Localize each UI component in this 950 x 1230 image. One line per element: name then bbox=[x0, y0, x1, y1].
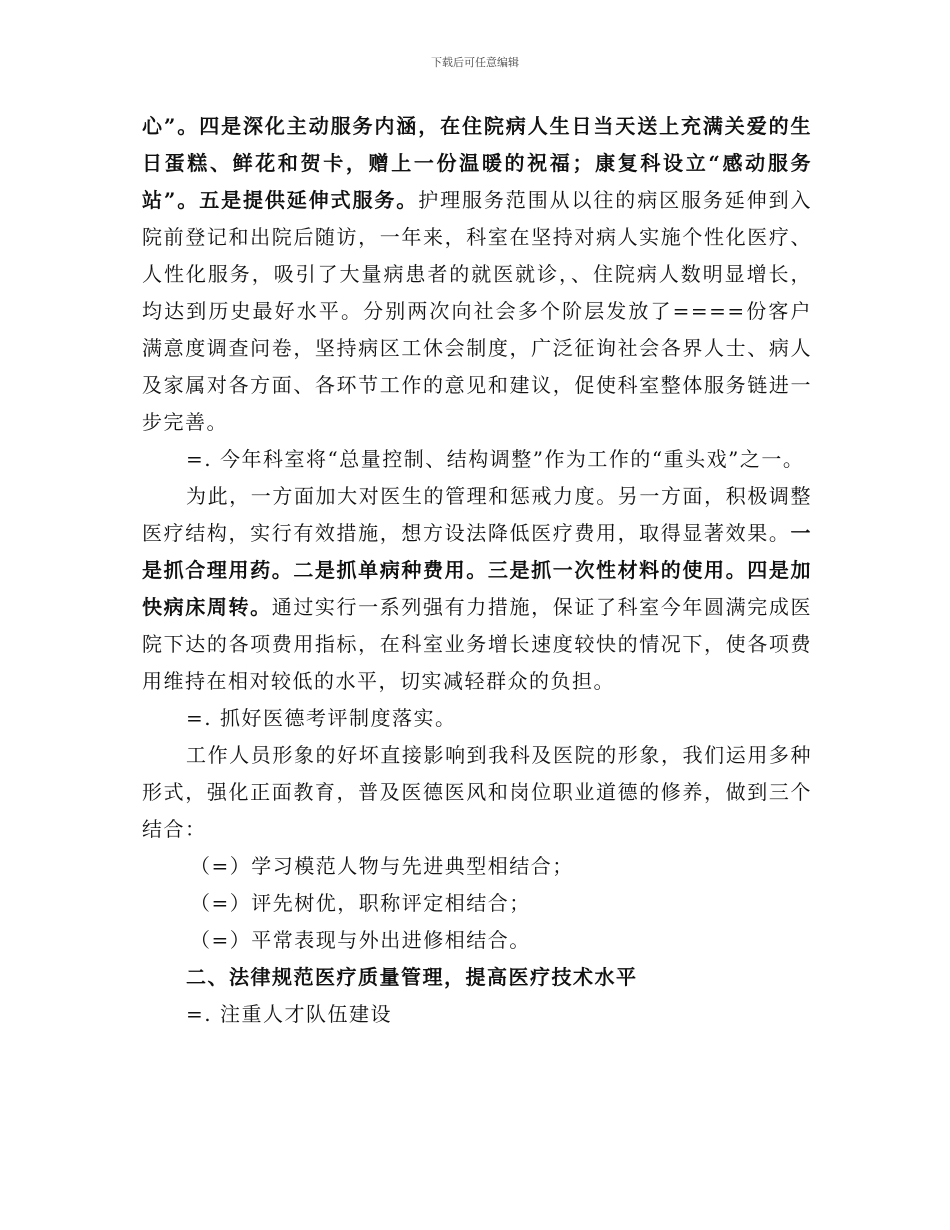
list-item: （=）评先树优，职称评定相结合； bbox=[190, 891, 531, 915]
paragraph-talent-title: =. 注重人才队伍建设 bbox=[186, 1002, 392, 1026]
paragraph-service-bold: 心”。四是深化主动服务内涵，在住院病人生日当天送上充满关爱的生日蛋糕、鲜花和贺卡，赠上一份温暖的祝福；康复科设立“感动服务站”。五是提供延伸式服务。 bbox=[142, 114, 812, 212]
paragraph-cost-measures-rest: 通过实行一系列强有力措施，保证了科室今年圆满完成医院下达的各项费用指标，在科室业务增长速度较快的情况下，使各项费用维持在相对较低的水平，切实减轻群众的负担。 bbox=[142, 595, 813, 693]
list-item: （=）平常表现与外出进修相结合。 bbox=[190, 928, 531, 952]
paragraph-service-text: 护理服务范围从以往的病区服务延伸到入院前登记和出院后随访，一年来，科室在坚持对病人实施个性化医疗、人性化服务，吸引了大量病患者的就医就诊，、住院病人数明显增长，均达到历史最好水平。分别两次向社会多个阶层发放了====份客户满意度调查问卷，坚持病区工休会制度，广泛征询社会各界人士、病人及家属对各方面、各环节工作的意见和建议，促使科室整体服务链进一步完善。 bbox=[142, 188, 812, 434]
page-header-note: 下载后可任意编辑 bbox=[431, 56, 519, 69]
list-item: （=）学习模范人物与先进典型相结合； bbox=[190, 854, 574, 878]
paragraph-ethics-title: =. 抓好医德考评制度落实。 bbox=[186, 706, 457, 730]
paragraph-cost-measures bbox=[142, 478, 812, 700]
paragraph-service bbox=[142, 108, 812, 441]
paragraph-ethics-body: 工作人员形象的好坏直接影响到我科及医院的形象，我们运用多种形式，强化正面教育，普及医德医风和岗位职业道德的修养，做到三个结合： bbox=[142, 743, 812, 841]
paragraph-cost-control-title: =. 今年科室将“总量控制、结构调整”作为工作的“重头戏”之一。 bbox=[186, 447, 805, 471]
section-heading: 二、法律规范医疗质量管理，提高医疗技术水平 bbox=[186, 965, 638, 989]
document-body bbox=[142, 108, 812, 1033]
paragraph-cost-measures-text: 为此，一方面加大对医生的管理和惩戒力度。另一方面，积极调整医疗结构，实行有效措施，想方设法降低医疗费用，取得显著效果。 bbox=[142, 484, 812, 545]
paragraph-cost-measures-bold: 一是抓合理用药。二是抓单病种费用。三是抓一次性材料的使用。四是加快病床周转。 bbox=[142, 521, 812, 619]
